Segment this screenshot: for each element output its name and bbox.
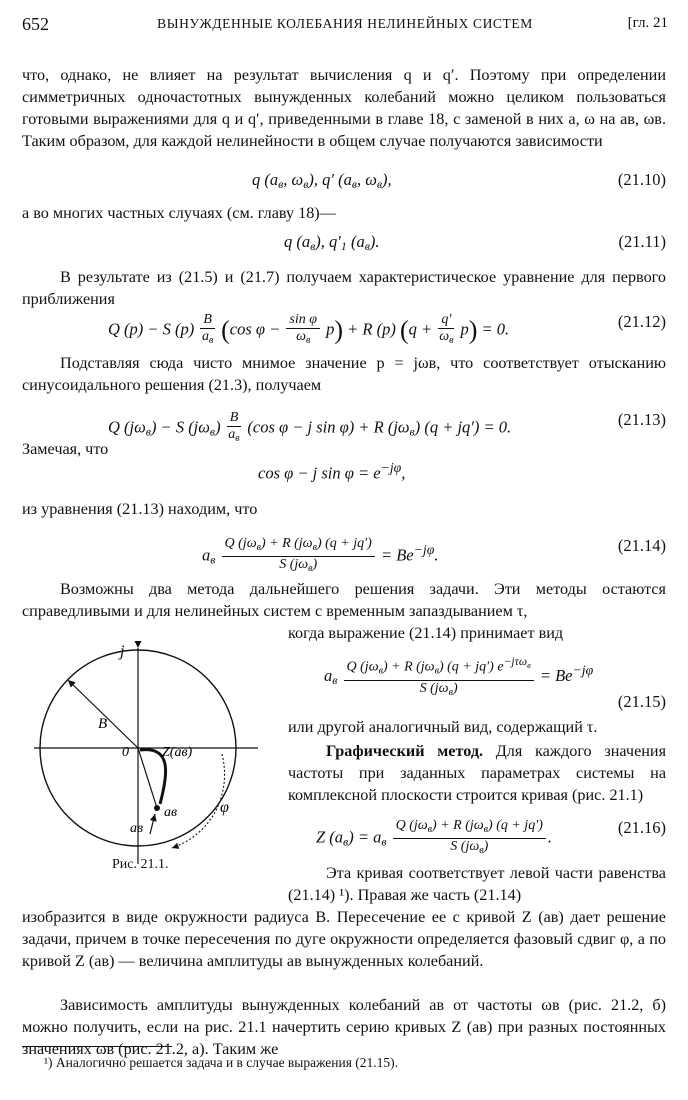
j-label: j (120, 643, 125, 660)
equation-21-11: q $(a_в)$, $q'_1$ $(a_в)$. (21.11) (284, 232, 666, 253)
paragraph-2: а во многих частных случаях (см. главу 18)— (22, 204, 336, 222)
paragraph-10b: изобразится в виде окружности радиуса B. Пересечение ее с кривой Z (aв) дает решение задачи, причем в точке пересечения по дуге окружности определяется фазовый сдвиг φ, а по кривой Z (aв) — величина амплитуды aв вынужденных колебаний. (22, 908, 666, 970)
equation-euler: cos φ − j $\sin \varphi = e^{-j\varphi}$, (258, 460, 406, 483)
paragraph-6: из уравнения (21.13) находим, что (22, 500, 258, 518)
paragraph-10a: Эта кривая соответствует левой части равенства (21.14) ¹). Правая же часть (21.14) (288, 864, 666, 904)
equation-21-14: $a_в$ $\frac{Q (j\omega_в) + R (j\omega_в) (q + jq')}{S (j\omega_в)}$ = $Be^{-j\varphi}$. (21.14) (202, 536, 666, 574)
paragraph-11: Зависимость амплитуды вынужденных колебаний aв от частоты ωв (рис. 21.2, б) можно получить, если на рис. 21.1 начертить серию кривых Z (aв) при разных постоянных значениях ωв (рис. 21.2, а). Таким же (22, 996, 666, 1058)
paragraph-4: Подставляя сюда чисто мнимое значение p = jωв, что соответствует отысканию синусоидального решения (21.3), получаем (22, 354, 666, 394)
chapter-ref: [гл. 21 (627, 15, 668, 31)
equation-21-15: $a_в$ $\frac{Q (j\omega_в) + R (j\omega_в) (q + jq') e^{-j\tau\omega_в}}{S (j\omega_в)}$ = $Be^{-j\varphi}$ (21.15) (324, 655, 666, 711)
equation-number: (21.10) (617, 170, 666, 189)
footnote: ¹) Аналогично решается задача и в случае выражения (21.15). (44, 1055, 399, 1070)
equation-number: (21.15) (617, 692, 666, 711)
equation-number: (21.11) (618, 232, 666, 251)
arrow-label: aв (130, 821, 144, 836)
origin-label: 0 (122, 745, 129, 760)
point-label: aв (164, 805, 178, 820)
point-arrow (150, 814, 155, 834)
equation-21-10: q ($a_в$, $\omega_в$), q′ ($a_в$, $\omega_в$), (21.10) (252, 170, 666, 191)
radius-vector (68, 680, 138, 748)
footnote-rule (22, 1046, 172, 1047)
paragraph-1: что, однако, не влияет на результат вычисления q и q′. Поэтому при определении симметричных одночастотных вынужденных колебаний можно целиком пользоваться готовыми выражениями для q и q′, приведенными в главе 18, с заменой в них a, ω на aв, ωв. Таким образом, для каждой нелинейности в общем случае получаются зависимости (22, 66, 666, 150)
phase-label: φ (220, 799, 229, 816)
running-title: ВЫНУЖДЕННЫЕ КОЛЕБАНИЯ НЕЛИНЕЙНЫХ СИСТЕМ (157, 16, 533, 31)
equation-number: (21.16) (617, 818, 666, 837)
equation-number: (21.14) (617, 536, 666, 555)
radius-label: B (98, 716, 108, 732)
equation-21-13: Q $(j\omega_в) - S$ $(j\omega_в)$ $\frac{B}{a_в}$ (cos φ − j sin φ) + R $(j\omega_в) (q + jq') = 0$. (21.13) (108, 410, 666, 444)
method-title: Графический метод. (326, 742, 484, 760)
paragraph-7b: когда выражение (21.14) принимает вид (288, 624, 564, 642)
page-number: 652 (22, 14, 49, 34)
paragraph-7a: Возможны два метода дальнейшего решения задачи. Эти методы остаются справедливыми и для нелинейных систем с временным запаздыванием τ, (22, 580, 666, 620)
amplitude-vector (138, 748, 157, 808)
figure-caption: Рис. 21.1. (112, 857, 169, 872)
paragraph-3: В результате из (21.5) и (21.7) получаем характеристическое уравнение для первого приближения (22, 268, 666, 308)
phase-arc (172, 754, 225, 848)
intersection-point (154, 805, 160, 811)
curve-label: Z(aв) (162, 745, 193, 760)
page-header (22, 14, 668, 38)
equation-21-16: Z $(a_в) = a_в$ $\frac{Q (j\omega_в) + R (j\omega_в) (q + jq')}{S (j\omega_в)}$ . (21.16) (316, 818, 666, 856)
paragraph-5: Замечая, что (22, 440, 109, 458)
equation-21-12: Q (p) − S (p) $\frac{B}{a_в}$ (cos φ − $\frac{\text{sin φ}}{\omega_в}$ p) + R (p) (q + $\frac{q'}{\omega_в}$ p) = 0. (21.12) (108, 312, 666, 346)
paragraph-8: или другой аналогичный вид, содержащий τ. (288, 718, 598, 736)
equation-number: (21.13) (617, 410, 666, 429)
equation-number: (21.12) (617, 312, 666, 331)
figure-21-1 (22, 634, 272, 884)
method-text: Для каждого значения частоты при заданных параметрах системы на комплексной плоскости строится кривая (рис. 21.1) (288, 742, 667, 804)
paragraph-9 (288, 740, 666, 806)
